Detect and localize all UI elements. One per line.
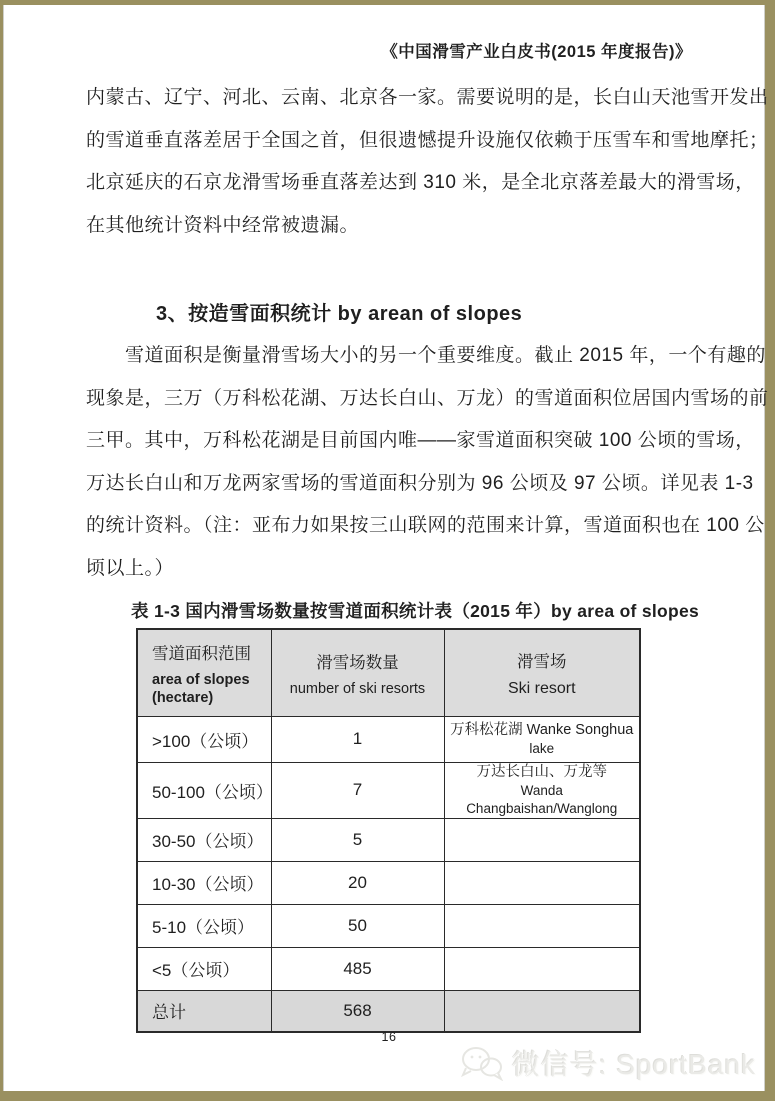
table-row	[137, 716, 640, 762]
watermark	[460, 1043, 756, 1083]
total-resort-cell	[444, 990, 640, 1032]
document-page	[3, 5, 769, 1091]
header-resort-title-en: Ski resort	[507, 679, 576, 697]
count-cell: 7	[271, 762, 444, 818]
watermark-text: 微信号: SportBank	[511, 1049, 756, 1080]
paragraph1-line: 在其他统计资料中经常被遗漏。	[86, 215, 360, 236]
paragraph2-line: 的统计资料。（注：亚布力如果按三山联网的范围来计算，雪道面积也在 100 公	[86, 515, 765, 536]
header-area-title-en: area of slopes	[152, 671, 250, 688]
range-cell: 50-100（公顷）	[137, 762, 271, 818]
paragraph1-line: 北京延庆的石京龙滑雪场垂直落差达到 310 米，是全北京落差最大的滑雪场，	[86, 172, 755, 193]
paragraph2-line: 顷以上。）	[86, 558, 175, 579]
total-label-cell: 总计	[137, 990, 271, 1032]
table-total-row	[137, 990, 640, 1032]
resort-name: 万达长白山、万龙等	[476, 763, 607, 780]
table-row	[137, 904, 640, 947]
paragraph1-line: 内蒙古、辽宁、河北、云南、北京各一家。需要说明的是，长白山天池雪开发出	[86, 87, 769, 108]
paragraph2-line: 现象是，三万（万科松花湖、万达长白山、万龙）的雪道面积位居国内雪场的前	[86, 388, 769, 409]
page-number: 16	[381, 1030, 397, 1044]
header-area-unit: (hectare)	[152, 689, 214, 706]
range-cell: <5（公顷）	[137, 947, 271, 990]
count-cell: 20	[271, 861, 444, 904]
count-cell: 50	[271, 904, 444, 947]
table-row	[137, 861, 640, 904]
table-row	[137, 947, 640, 990]
resort-cell	[444, 904, 640, 947]
ski-resorts-by-slope-area-table	[136, 628, 641, 1033]
document-title: 《中国滑雪产业白皮书(2015 年度报告)》	[381, 43, 692, 61]
table-row	[137, 818, 640, 861]
resort-name-en: Wanda Changbaishan/Wanglong	[466, 782, 618, 816]
range-cell: 5-10（公顷）	[137, 904, 271, 947]
header-resort-title-zh: 滑雪场	[517, 652, 567, 671]
section-heading: 3、按造雪面积统计 by arean of slopes	[156, 303, 523, 325]
header-area-of-slopes	[137, 629, 271, 716]
paragraph2-line: 雪道面积是衡量滑雪场大小的另一个重要维度。截止 2015 年，一个有趣的	[125, 345, 766, 366]
header-ski-resort	[444, 629, 640, 716]
table-header-row	[137, 629, 640, 716]
header-count-title-zh: 滑雪场数量	[316, 653, 399, 672]
range-cell: 10-30（公顷）	[137, 861, 271, 904]
resort-cell	[444, 861, 640, 904]
count-cell: 5	[271, 818, 444, 861]
resort-name: 万科松花湖 Wanke Songhua	[450, 721, 634, 738]
paragraph2-line: 三甲。其中，万科松花湖是目前国内唯——家雪道面积突破 100 公顷的雪场，	[86, 430, 755, 451]
range-cell: >100（公顷）	[137, 716, 271, 762]
paragraph2-line: 万达长白山和万龙两家雪场的雪道面积分别为 96 公顷及 97 公顷。详见表 1-3	[86, 473, 754, 494]
resort-cell	[444, 947, 640, 990]
resort-cell	[444, 716, 640, 762]
resort-cell	[444, 818, 640, 861]
total-count-cell: 568	[271, 990, 444, 1032]
paragraph1-line: 的雪道垂直落差居于全国之首，但很遗憾提升设施仅依赖于压雪车和雪地摩托；	[86, 130, 769, 151]
table-caption: 表 1-3 国内滑雪场数量按雪道面积统计表（2015 年）by area of slopes	[131, 601, 700, 621]
header-number-of-resorts	[271, 629, 444, 716]
resort-cell	[444, 762, 640, 818]
resort-name-en: lake	[529, 740, 555, 756]
count-cell: 485	[271, 947, 444, 990]
wechat-icon	[460, 1045, 504, 1081]
count-cell: 1	[271, 716, 444, 762]
header-count-title-en: number of ski resorts	[289, 680, 426, 697]
range-cell: 30-50（公顷）	[137, 818, 271, 861]
header-area-title-zh: 雪道面积范围	[152, 644, 251, 663]
table-row	[137, 762, 640, 818]
